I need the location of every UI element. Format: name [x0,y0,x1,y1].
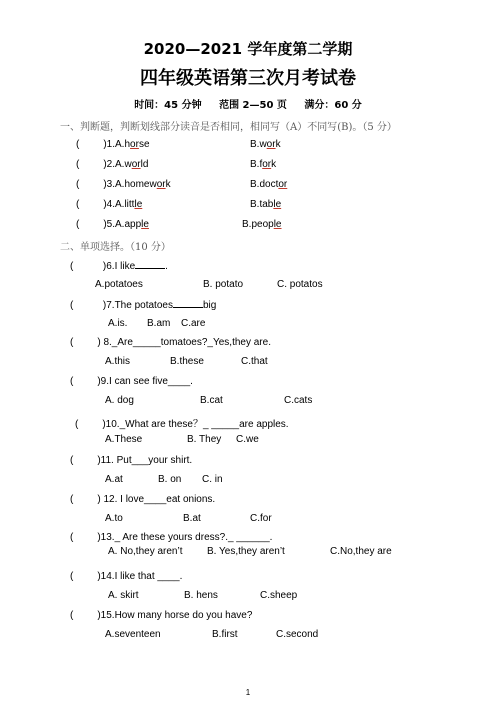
underlined-part: le [134,199,143,210]
option-c: C.cats [284,395,313,406]
option-b: B.doctor [250,179,288,190]
option-c: C.that [241,356,268,367]
q7-option-c: C.are [181,318,206,329]
option-b: B.people [242,219,282,230]
section2-heading: 二、单项选择。（10 分） [60,242,171,253]
underlined-part: or [278,179,288,190]
answer-blank[interactable] [135,259,165,269]
option-a: A. dog [105,395,134,406]
q7-option-a: A.is. [108,318,128,329]
q7-option-b: B.am [147,318,171,329]
q6-option-a: A.potatoes [95,279,143,290]
q6-option-c: C. potatos [277,279,323,290]
exam-range: 范围 2—50 页 [219,100,287,111]
answer-paren-open[interactable]: ( [70,455,74,466]
question-11 [70,455,192,466]
item-number: )4. [103,199,116,210]
answer-paren-open[interactable]: ( [76,199,80,210]
option-c: C.sheep [260,590,298,601]
option-a: A.seventeen [105,629,161,640]
option-a: A.These [105,434,143,445]
option-c: C. in [202,474,223,485]
option-b: B. Yes,they aren’t [207,546,285,557]
option-b: B.work [250,139,281,150]
answer-paren-open[interactable]: ( [70,532,74,543]
answer-paren-open[interactable]: ( [76,179,80,190]
question-stem: )6.I like [102,261,136,272]
answer-blank[interactable] [173,298,203,308]
underlined-part: le [273,219,282,230]
exam-subtitle: 四年级英语第三次月考试卷 [140,68,356,89]
option-a: A.homework [115,179,171,190]
item-number: )3. [103,179,116,190]
question-10 [75,415,289,430]
question-9 [70,376,193,387]
item-number: )2. [103,159,116,170]
option-b: B.fork [250,159,277,170]
judge-item-1 [76,139,150,150]
question-15 [70,610,252,621]
option-b: B.these [170,356,204,367]
question-12 [70,494,215,505]
page-number: 1 [245,688,251,697]
judge-item-3 [76,179,171,190]
answer-paren-open[interactable]: ( [70,261,74,272]
answer-paren-open[interactable]: ( [70,494,74,505]
option-b: B. They [187,434,222,445]
exam-title: 2020—2021 学年度第二学期 [143,40,353,58]
answer-paren-open[interactable]: ( [70,610,74,621]
question-stem: )10._What are these？_ _____are apples. [102,419,289,430]
question-stem: ) 12. I love____eat onions. [97,494,216,505]
judge-item-2 [76,159,148,170]
underlined-part: le [273,199,282,210]
exam-score: 满分：60 分 [304,100,362,111]
judge-item-4 [76,199,142,210]
option-a: A. skirt [108,590,139,601]
question-7: ( )7.The potatoes big [70,300,217,311]
question-8 [70,337,271,348]
underlined-part: or [131,159,141,170]
option-a: A.at [105,474,123,485]
option-a: A.little [115,199,143,210]
underlined-part: or [130,139,139,150]
option-b: B.cat [200,395,223,406]
option-b: B.first [212,629,238,640]
question-stem: )9.I can see five____. [97,376,193,387]
underlined-part: le [141,219,149,230]
question-stem: ) 8._Are_____tomatoes?_Yes,they are. [97,337,271,348]
judge-item-5 [76,219,149,230]
option-a: A.this [105,356,131,367]
question-13 [70,532,272,543]
option-a: A.horse [115,139,150,150]
option-a: A.apple [115,219,149,230]
item-number: )5. [103,219,116,230]
option-b: B. on [158,474,182,485]
option-b: B. hens [184,590,218,601]
option-a: A.to [105,513,123,524]
q6-option-b: B. potato [203,279,244,290]
question-14 [70,571,182,582]
question-6: ( )6.I like . [70,261,168,272]
question-stem: )13._ Are these yours dress?._ ______. [97,532,273,543]
answer-paren-open[interactable]: ( [70,571,74,582]
option-c: C.we [236,434,259,445]
answer-paren-open[interactable]: ( [70,376,74,387]
question-stem: )15.How many horse do you have? [97,610,253,621]
exam-info [0,96,496,111]
answer-paren-open[interactable]: ( [70,300,74,311]
question-stem: )7.The potatoes [102,300,173,311]
option-a: A. No,they aren’t [108,546,183,557]
underlined-part: or [266,139,276,150]
answer-paren-open[interactable]: ( [76,159,80,170]
question-stem: )14.I like that ____. [97,571,183,582]
exam-time: 时间：45 分钟 [134,100,202,111]
answer-paren-open[interactable]: ( [70,337,74,348]
option-c: C.No,they are [330,546,392,557]
option-c: C.second [276,629,319,640]
answer-paren-open[interactable]: ( [75,419,79,430]
option-c: C.for [250,513,272,524]
answer-paren-open[interactable]: ( [76,139,80,150]
option-b: B.table [250,199,282,210]
answer-paren-open[interactable]: ( [76,219,80,230]
item-number: )1. [103,139,116,150]
underlined-part: or [262,159,272,170]
option-b: B.at [183,513,201,524]
question-stem: )11. Put___your shirt. [97,455,193,466]
section1-heading: 一、判断题，判断划线部分读音是否相同，相同写（A）不同写(B)。（5 分） [60,122,397,133]
underlined-part: or [156,179,166,190]
option-a: A.world [115,159,149,170]
